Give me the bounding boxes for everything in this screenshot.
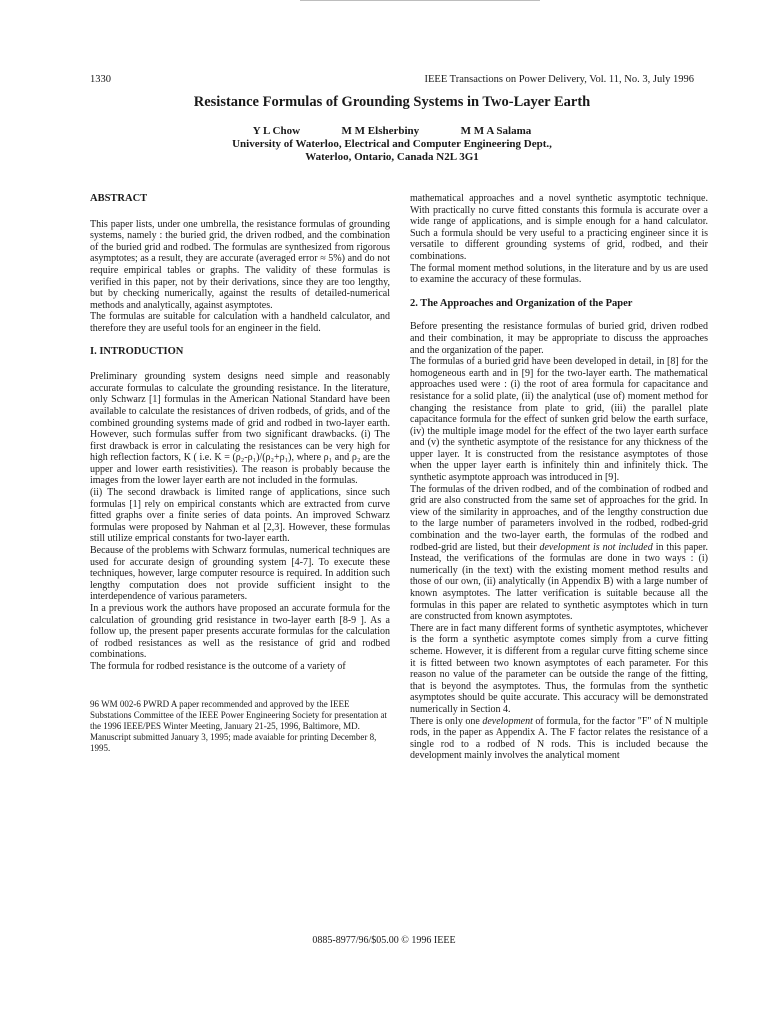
- section-heading: 2. The Approaches and Organization of the Paper: [410, 297, 633, 309]
- footnote: 96 WM 002-6 PWRD A paper recommended and approved by the IEEE Substations Committee of the IEEE Power Engineering Society for presentation at the 1996 IEEE/PES Winter Meeting, January 21-25, 1996, Baltimore, MD. Manuscript submitted January 3, 1995; made avaiable for printing December 8, 1995.: [90, 698, 387, 753]
- body-paragraph: The formal moment method solutions, in the literature and by us are used to examine the accuracy of these formulas.: [410, 262, 708, 286]
- abstract-paragraph: The formulas are suitable for calculation with a handheld calculator, and therefore they are useful tools for an engineer in the field.: [90, 311, 390, 334]
- text-run: The formulas of the driven rodbed, and of the combination of rodbed and grid are also constructed from the same set of approaches for the grid. In view of the similarity in approaches, and of the lengthy construction due to the large number of parameters involved in the rodbed, rodbed-grid combination and the two-layer earth, the formulas of the rodbed and rodbed-grid are listed, but their: [410, 483, 708, 553]
- body-paragraph: [410, 716, 708, 762]
- section-heading: I. INTRODUCTION: [90, 345, 184, 357]
- author-name: Y L Chow: [252, 125, 301, 137]
- right-column: [410, 193, 708, 762]
- affiliation: University of Waterloo, Electrical and Computer Engineering Dept.,: [232, 138, 552, 150]
- body-paragraph: There are in fact many different forms of synthetic asymptotes, whichever is the form a synthetic asymptote comes simply from a curve fitting scheme. However, it is different from a regular curve fitting scheme since it is fitted between two known asymptotes of each parameter. For this reason no value of the parameter can be outside the range of the fitting, that is beyond the asymptotes. Thus, the formulas from the synthetic asymptotes should be quite accurate. This accuracy will be demonstrated numerically in Section 4.: [410, 622, 708, 715]
- author-names: [90, 125, 694, 138]
- body-paragraph: In a previous work the authors have proposed an accurate formula for the calculation of grounding grid resistance in two-layer earth [8-9 ]. As a follow up, the present paper presents accurate formulas for the calculation of rodbed resistances as well as the resistance of grid and rodbed combinations.: [90, 603, 390, 661]
- copyright-footer: 0885-8977/96/$05.00 © 1996 IEEE: [312, 935, 456, 946]
- body-paragraph: The formula for rodbed resistance is the outcome of a variety of: [90, 660, 346, 672]
- body-paragraph: mathematical approaches and a novel synthetic asymptotic technique. With practically no curve fitted constants this formula is accurate over a wide range of applications, and is simple enough for a hand calculator. Such a formula should be very useful to a practicing engineer since it is versatile to different grounding systems of grid, rodbed, and their combinations.: [410, 193, 708, 262]
- abstract-paragraph: This paper lists, under one umbrella, the resistance formulas of grounding systems, namely : the buried grid, the driven rodbed, and the combination of the buried grid and rodbed. The formulas are synthesized from rigorous asymptotes; as a result, they are accurate (averaged error ≈ 5%) and do not require empirical tables or graphs. The validity of these formulas is verified in this paper, not by their derivations, since they are too lengthy, but by checking numerically, against the results of detailed-numerical methods and analytically, against asymptotes.: [90, 218, 390, 311]
- body-paragraph: The formulas of a buried grid have been developed in detail, in [8] for the homogeneous earth and in [9] for the two-layer earth. The mathematical approaches used were : (i) the root of area formula for capacitance and resistance for a solid plate, (ii) the analytical (use of) moment method for changing the resistance from plate to grid, (iii) the parallel plate capacitance formula for the effect of sunken grid below the earth surface, (iv) the multiple image model for the effect of the two layer earth surface and (v) the synthetic asymptote of the resistance for any thickness of the upper layer. It is constructed from the resistance asymptotes of those when the upper layer earth is infinitely thin and infinitely thick. The synthetic asymptote approach was introduced in [9].: [410, 356, 708, 484]
- author-block: [90, 125, 694, 164]
- page-number: 1330: [90, 74, 111, 85]
- abstract-heading: ABSTRACT: [90, 193, 148, 204]
- emphasis-text: development is not included: [539, 541, 653, 553]
- body-paragraph: (ii) The second drawback is limited range of applications, since such formulas [1] rely on empirical constants which are extracted from curve fitted graphs over a finite series of data points. An improved Schwarz formulas were proposed by Nahman et al [2,3]. However, these formulas still utilize emprical constants for two-layer earth.: [90, 487, 390, 545]
- journal-citation: IEEE Transactions on Power Delivery, Vol. 11, No. 3, July 1996: [424, 74, 694, 85]
- author-name: M M Elsherbiny: [341, 125, 420, 137]
- text-run: There is only one: [410, 715, 483, 727]
- text-run: in this paper. Instead, the verifications of the formulas are done in two ways : (i) numerically (in the text) with the existing moment method results and those of our own, (ii) analytically (in Appendix B) with a large number of known asymptotes. The latter verification is suitable because all the formulas in this paper are related to synthetic asymptotes which in turn are constructed from known asymptotes.: [410, 541, 708, 623]
- left-column: [90, 193, 390, 754]
- text-run: of formula, for the factor "F" of N multiple rods, in the paper as Appendix A. The F factor relates the resistance of a single rod to a rodbed of N rods. This is included because the development mainly involves the analytical moment: [410, 715, 708, 762]
- paper-title: Resistance Formulas of Grounding Systems in Two-Layer Earth: [193, 94, 591, 110]
- author-name: M M A Salama: [460, 125, 532, 137]
- body-paragraph: Because of the problems with Schwarz formulas, numerical techniques are used for accurate design of grounding system [4-7]. To execute these techniques, however, large computer resource is required. In addition such lengthy computation does not provide sufficient insight to the interdependence of various parameters.: [90, 545, 390, 603]
- body-paragraph: Before presenting the resistance formulas of buried grid, driven rodbed and their combination, it may be appropriate to discuss the approaches and the organization of the paper.: [410, 321, 708, 356]
- emphasis-text: development: [482, 715, 533, 727]
- body-paragraph: Preliminary grounding system designs need simple and reasonably accurate formulas to calculate the grounding resistance. In the literature, only Schwarz [1] formulas in the American National Standard have been available to calculate the resistances of driven rodbeds, of grids, and of the combined grounding systems made of grid and rodbed in two-layer earth. However, such formulas suffer from two significant drawbacks. (i) The first drawback is error in calculating the resistances can be very high for high reflection factors, K ( i.e. K = (ρ₂-ρ₁)/(ρ₂+ρ₁), where ρ₁ and ρ₂ are the upper and lower earth resistivities). The reason is probably because the images from the lower layer earth are not included in the formulas.: [90, 371, 390, 487]
- address: Waterloo, Ontario, Canada N2L 3G1: [305, 151, 479, 163]
- body-paragraph: [410, 484, 708, 623]
- scan-edge-line: [300, 0, 540, 1]
